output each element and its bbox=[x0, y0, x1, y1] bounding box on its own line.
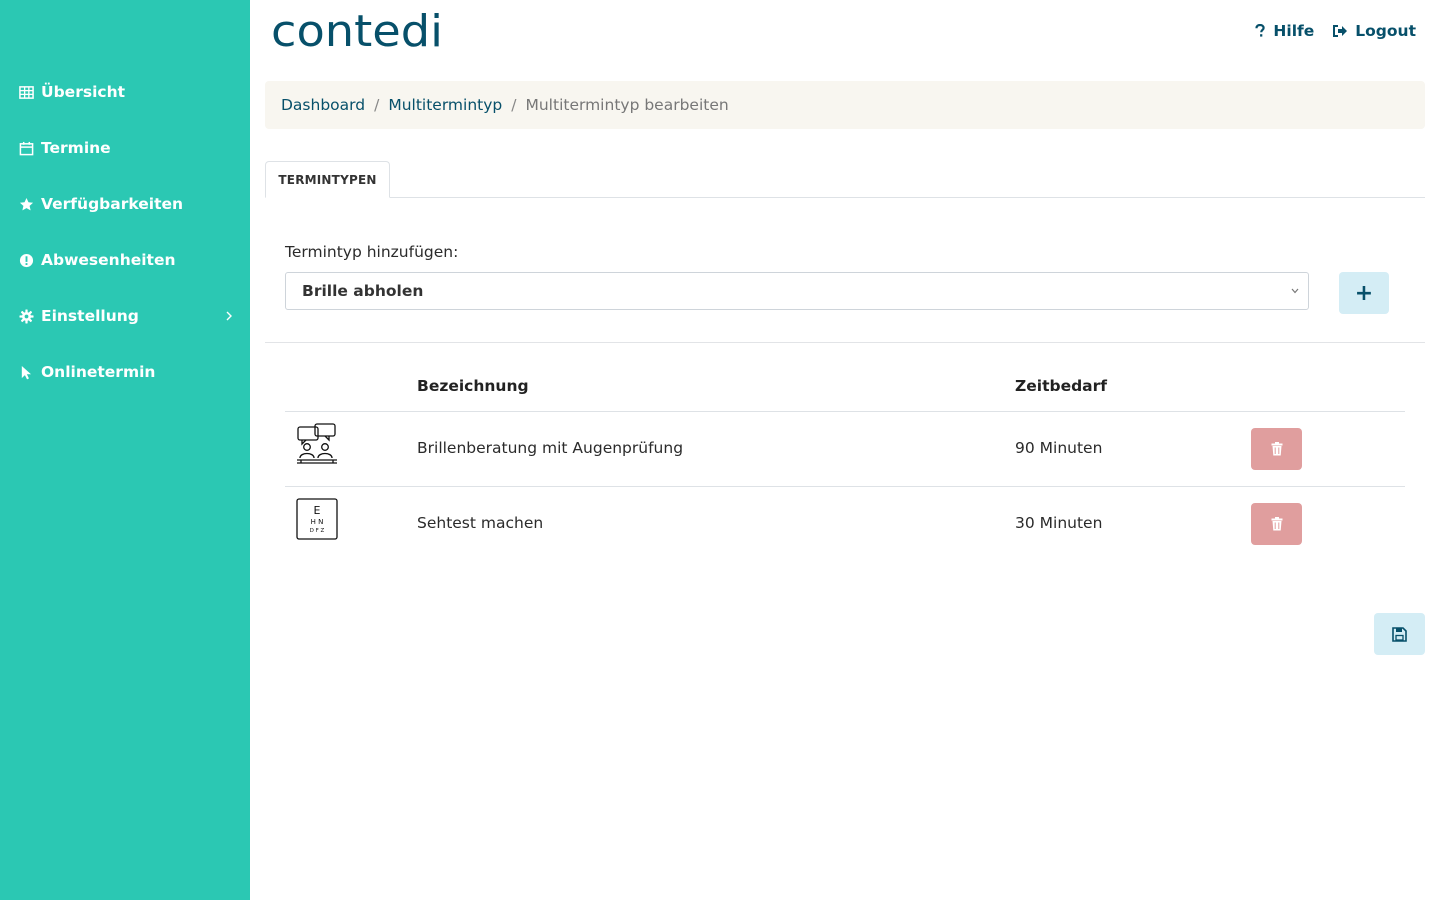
help-link[interactable] bbox=[1254, 22, 1314, 40]
sidebar-item-label: Verfügbarkeiten bbox=[41, 195, 184, 213]
save-icon bbox=[1392, 627, 1407, 642]
svg-text:D F Z: D F Z bbox=[309, 528, 325, 534]
breadcrumb-separator: / bbox=[511, 96, 517, 114]
logout-link[interactable] bbox=[1332, 22, 1416, 40]
row-name: Brillenberatung mit Augenprüfung bbox=[417, 439, 684, 457]
table-divider bbox=[285, 411, 1405, 412]
gear-icon bbox=[18, 308, 34, 324]
termintyp-select[interactable] bbox=[285, 272, 1309, 310]
sidebar-item-label: Termine bbox=[41, 139, 111, 157]
chevron-right-icon bbox=[224, 308, 234, 324]
select-value: Brille abholen bbox=[302, 282, 424, 300]
table-divider bbox=[285, 486, 1405, 487]
breadcrumb-separator: / bbox=[374, 96, 380, 114]
svg-text:contedi: contedi bbox=[271, 6, 443, 56]
calendar-icon bbox=[18, 140, 34, 156]
star-icon bbox=[18, 196, 34, 212]
plus-icon: + bbox=[1354, 280, 1374, 306]
sign-out-icon bbox=[1332, 24, 1348, 38]
sidebar-item-uebersicht[interactable] bbox=[0, 72, 250, 112]
breadcrumb-current: Multitermintyp bearbeiten bbox=[525, 96, 729, 114]
breadcrumb bbox=[265, 81, 1425, 129]
sidebar-item-label: Einstellung bbox=[41, 307, 139, 325]
exclamation-circle-icon bbox=[18, 252, 34, 268]
add-termintyp-button[interactable] bbox=[1339, 272, 1389, 314]
breadcrumb-dashboard[interactable]: Dashboard bbox=[281, 96, 366, 114]
header-actions bbox=[1254, 22, 1416, 40]
question-icon bbox=[1254, 24, 1266, 38]
add-termintyp-label: Termintyp hinzufügen: bbox=[285, 243, 459, 261]
divider bbox=[265, 342, 1425, 343]
row-name: Sehtest machen bbox=[417, 514, 544, 532]
trash-icon bbox=[1271, 442, 1283, 456]
sidebar-item-label: Onlinetermin bbox=[41, 363, 156, 381]
table-icon bbox=[18, 84, 34, 100]
column-header-bezeichnung: Bezeichnung bbox=[417, 377, 529, 395]
logo-wordmark bbox=[271, 6, 446, 56]
logout-label: Logout bbox=[1355, 22, 1416, 40]
help-label: Hilfe bbox=[1273, 22, 1315, 40]
trash-icon bbox=[1271, 517, 1283, 531]
sidebar-item-abwesenheiten[interactable] bbox=[0, 240, 250, 280]
sidebar-item-einstellung[interactable] bbox=[0, 296, 250, 336]
sidebar-item-label: Übersicht bbox=[41, 83, 126, 101]
sidebar bbox=[0, 0, 250, 900]
delete-button[interactable] bbox=[1251, 503, 1302, 545]
chevron-down-icon bbox=[1290, 285, 1300, 297]
svg-text:E: E bbox=[313, 504, 321, 517]
contedi-logo[interactable] bbox=[271, 6, 446, 56]
eye-chart-icon bbox=[296, 498, 338, 540]
tab-bar bbox=[265, 161, 1425, 198]
sidebar-item-verfuegbarkeiten[interactable] bbox=[0, 184, 250, 224]
pointer-icon bbox=[18, 364, 34, 380]
breadcrumb-multitermintyp[interactable]: Multitermintyp bbox=[388, 96, 503, 114]
consultation-icon bbox=[296, 423, 338, 465]
row-duration: 90 Minuten bbox=[1015, 439, 1103, 457]
delete-button[interactable] bbox=[1251, 428, 1302, 470]
sidebar-item-termine[interactable] bbox=[0, 128, 250, 168]
row-duration: 30 Minuten bbox=[1015, 514, 1103, 532]
sidebar-item-label: Abwesenheiten bbox=[41, 251, 176, 269]
save-button[interactable] bbox=[1374, 613, 1425, 655]
column-header-zeitbedarf: Zeitbedarf bbox=[1015, 377, 1108, 395]
tab-termintypen[interactable]: TERMINTYPEN bbox=[265, 161, 390, 198]
sidebar-item-onlinetermin[interactable] bbox=[0, 352, 250, 392]
svg-text:H N: H N bbox=[310, 518, 324, 526]
